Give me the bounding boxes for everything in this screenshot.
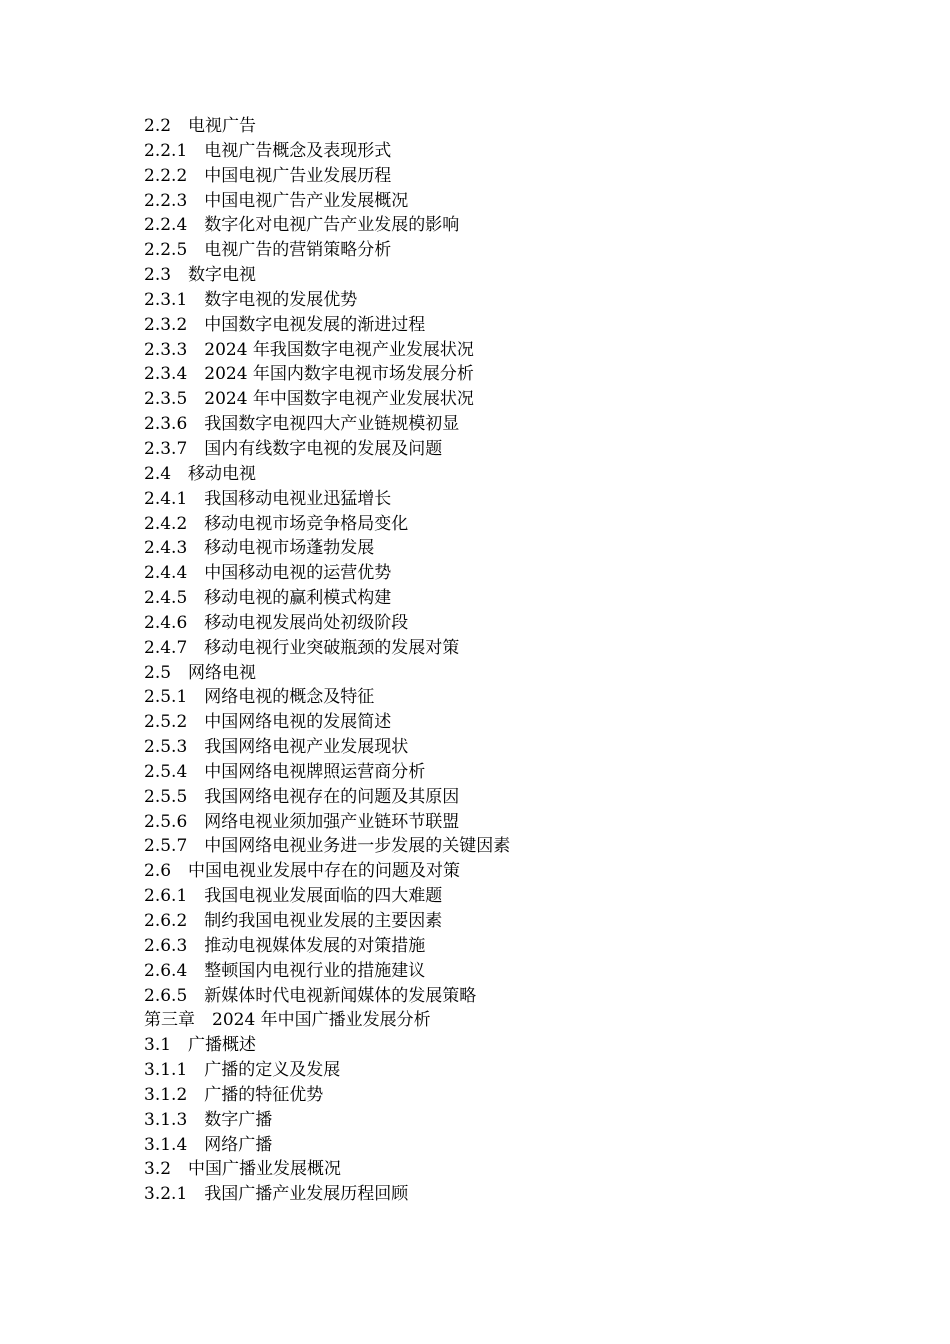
toc-entry: 2.5.1 网络电视的概念及特征: [144, 687, 375, 708]
toc-entry: 2.2.1 电视广告概念及表现形式: [144, 140, 392, 161]
toc-entry: 3.1.3 数字广播: [144, 1109, 273, 1130]
toc-entry: 2.3 数字电视: [144, 265, 257, 286]
toc-entry: 2.3.6 我国数字电视四大产业链规模初显: [144, 414, 460, 435]
toc-entry: 2.2.3 中国电视广告产业发展概况: [144, 190, 409, 211]
toc-entry: 2.3.2 中国数字电视发展的渐进过程: [144, 314, 426, 335]
toc-entry: 2.4 移动电视: [144, 463, 257, 484]
toc-entry: 3.1 广播概述: [144, 1035, 257, 1056]
toc-entry: 2.5.7 中国网络电视业务进一步发展的关键因素: [144, 836, 511, 857]
toc-entry: 3.1.1 广播的定义及发展: [144, 1060, 341, 1081]
toc-entry: 2.2.5 电视广告的营销策略分析: [144, 240, 392, 261]
toc-entry: 2.6.2 制约我国电视业发展的主要因素: [144, 911, 443, 931]
toc-entry: 2.4.6 移动电视发展尚处初级阶段: [144, 612, 409, 633]
toc-entry: 2.5.5 我国网络电视存在的问题及其原因: [144, 786, 460, 807]
toc-entry: 2.5.2 中国网络电视的发展简述: [144, 712, 392, 733]
toc-entry: 2.2.2 中国电视广告业发展历程: [144, 165, 392, 186]
toc-entry: 2.4.7 移动电视行业突破瓶颈的发展对策: [144, 637, 460, 658]
toc-entry: 2.6.5 新媒体时代电视新闻媒体的发展策略: [144, 985, 477, 1006]
toc-entry: 2.3.7 国内有线数字电视的发展及问题: [144, 438, 443, 459]
toc-entry: 2.4.1 我国移动电视业迅猛增长: [144, 488, 392, 509]
toc-entry: 2.6.4 整顿国内电视行业的措施建议: [144, 960, 426, 981]
toc-entry: 3.1.4 网络广播: [144, 1134, 273, 1155]
toc-entry: 2.4.4 中国移动电视的运营优势: [144, 563, 392, 584]
table-of-contents: [144, 114, 510, 1207]
toc-entry: 2.6.3 推动电视媒体发展的对策措施: [144, 935, 426, 956]
toc-entry: 2.6 中国电视业发展中存在的问题及对策: [144, 861, 461, 882]
toc-entry: 2.3.5 2024 年中国数字电视产业发展状况: [144, 389, 474, 410]
toc-entry: 2.4.5 移动电视的赢利模式构建: [144, 588, 392, 609]
toc-entry: 2.5.6 网络电视业须加强产业链环节联盟: [144, 811, 460, 832]
toc-entry: 2.2.4 数字化对电视广告产业发展的影响: [144, 215, 460, 236]
toc-entry: 2.3.3 2024 年我国数字电视产业发展状况: [144, 339, 474, 360]
toc-entry: 3.2 中国广播业发展概况: [144, 1159, 342, 1180]
toc-entry: 2.5.3 我国网络电视产业发展现状: [144, 737, 409, 758]
toc-entry: 2.3.4 2024 年国内数字电视市场发展分析: [144, 364, 474, 385]
toc-entry: 2.2 电视广告: [144, 116, 257, 136]
toc-entry: 2.5.4 中国网络电视牌照运营商分析: [144, 761, 426, 782]
toc-entry: 3.2.1 我国广播产业发展历程回顾: [144, 1184, 409, 1205]
toc-entry: 2.4.3 移动电视市场蓬勃发展: [144, 538, 375, 559]
toc-entry: 2.3.1 数字电视的发展优势: [144, 289, 358, 310]
toc-entry: 2.6.1 我国电视业发展面临的四大难题: [144, 886, 443, 907]
toc-entry: 3.1.2 广播的特征优势: [144, 1084, 324, 1105]
toc-entry: 2.5 网络电视: [144, 662, 257, 683]
toc-entry: 第三章 2024 年中国广播业发展分析: [144, 1010, 431, 1031]
toc-entry: 2.4.2 移动电视市场竞争格局变化: [144, 513, 409, 534]
